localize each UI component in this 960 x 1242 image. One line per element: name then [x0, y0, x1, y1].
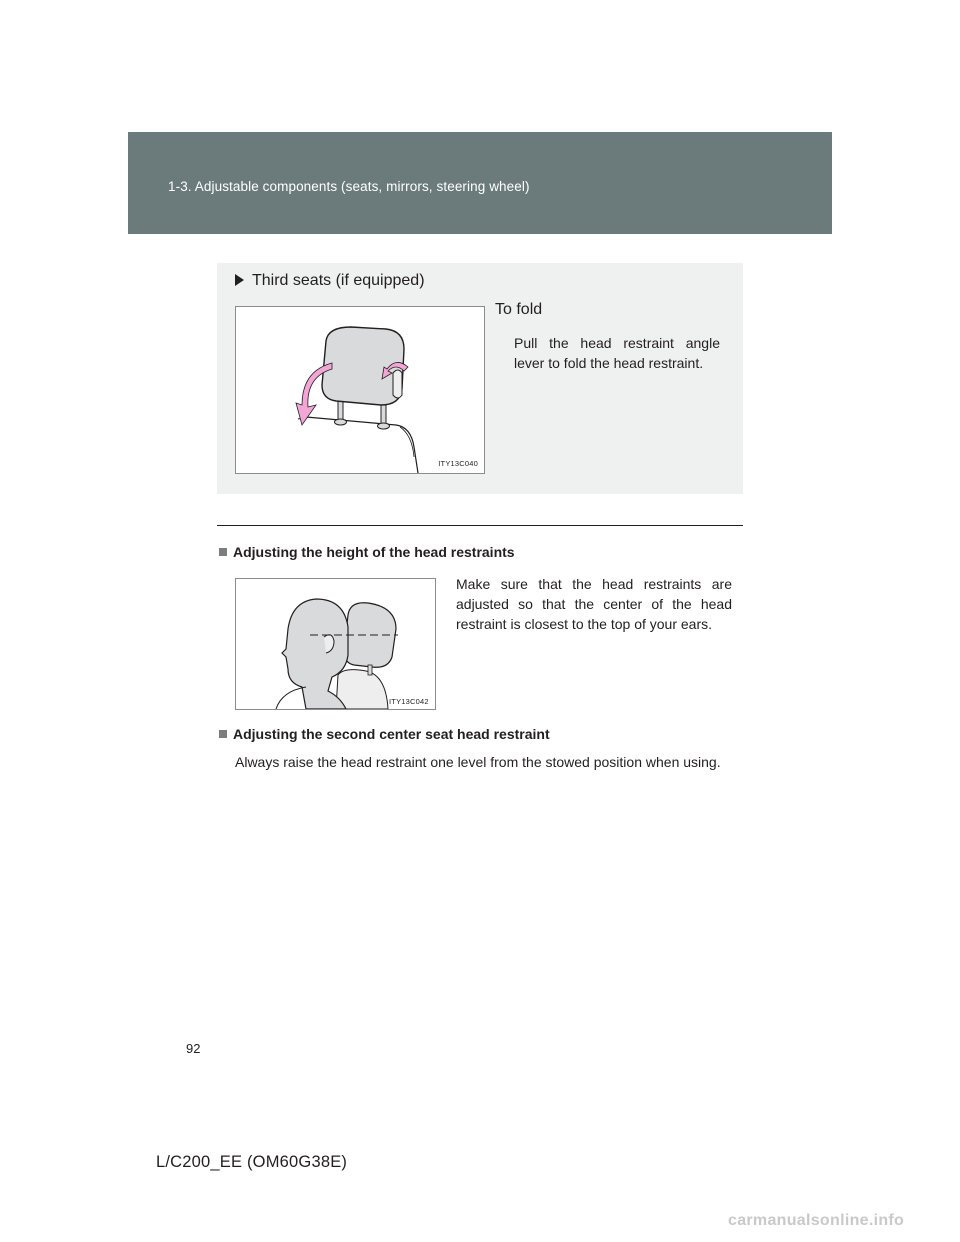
second-center-section-heading	[219, 726, 550, 742]
fold-head-restraint-illustration	[236, 307, 484, 473]
height-section-heading-text: Adjusting the height of the head restraints	[233, 544, 515, 560]
second-center-section-heading-text: Adjusting the second center seat head restraint	[233, 726, 550, 742]
height-section-heading	[219, 544, 515, 560]
figure-code-label: ITY13C042	[389, 697, 429, 706]
page-number: 92	[186, 1041, 201, 1056]
second-center-instruction-text: Always raise the head restraint one level from the stowed position when using.	[235, 754, 721, 770]
figure-code-label: ITY13C040	[438, 459, 478, 468]
chapter-title: 1-3. Adjustable components (seats, mirrors, steering wheel)	[168, 179, 530, 194]
to-fold-subheading: To fold	[495, 301, 543, 318]
square-bullet-icon	[219, 730, 227, 738]
section-divider	[217, 525, 743, 526]
height-instruction-text: Make sure that the head restraints are adjusted so that the center of the head restraint is closest to the top of your ears.	[456, 576, 732, 632]
third-seats-heading-text: Third seats (if equipped)	[252, 272, 425, 289]
head-height-figure	[235, 578, 436, 710]
triangle-bullet-icon	[235, 274, 244, 286]
head-height-illustration	[236, 579, 435, 709]
fold-instruction-text: Pull the head restraint angle lever to fold the head restraint.	[514, 335, 720, 371]
watermark-link[interactable]: carmanualsonline.info	[728, 1212, 905, 1229]
fold-head-restraint-figure	[235, 306, 485, 474]
square-bullet-icon	[219, 548, 227, 556]
document-code: L/C200_EE (OM60G38E)	[156, 1153, 348, 1171]
third-seats-heading	[235, 272, 425, 290]
